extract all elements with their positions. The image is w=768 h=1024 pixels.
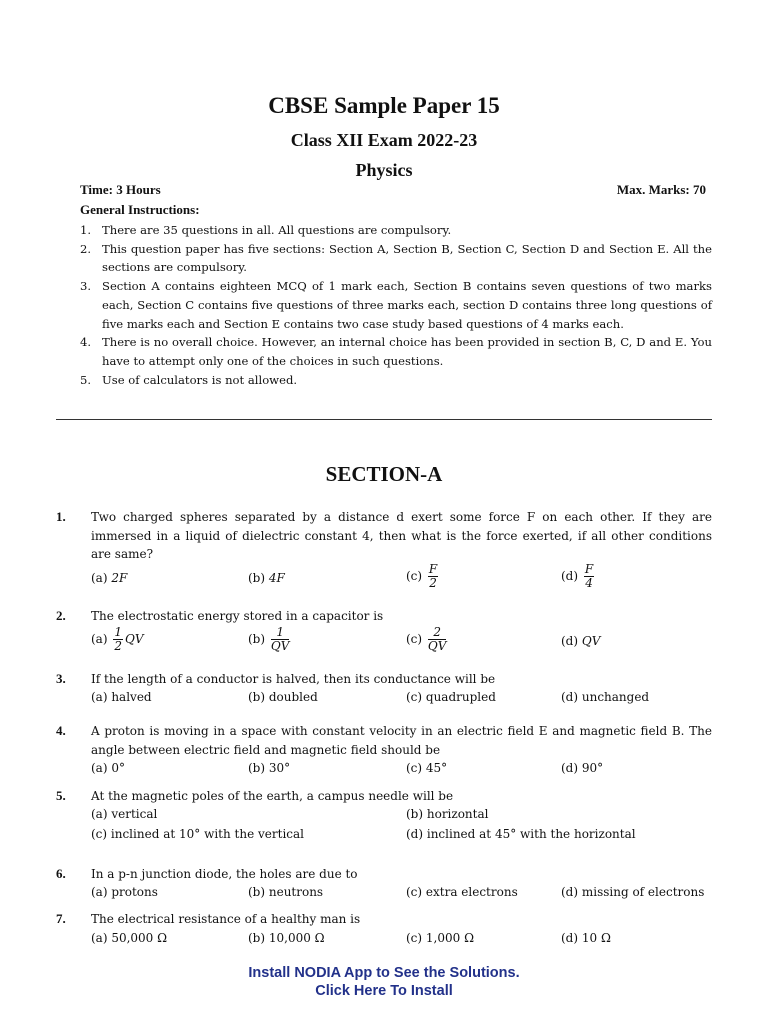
instruction-item: [80, 277, 712, 333]
section-heading: SECTION-A: [325, 462, 443, 486]
fraction-denominator: 2: [114, 639, 122, 653]
instruction-number: 2.: [80, 241, 92, 256]
instruction-text: Use of calculators is not allowed.: [102, 372, 298, 387]
option-label: (d): [561, 569, 579, 583]
option-c: (c) 45°: [406, 761, 448, 775]
subject-title: Physics: [355, 160, 413, 180]
option-b: (b) doubled: [248, 690, 318, 704]
question-number: 3.: [56, 671, 66, 686]
instruction-text: There are 35 questions in all. All questions are compulsory.: [102, 223, 452, 237]
question-text: A proton is moving in a space with constant velocity in an electric field E and magnetic field B. The angle between electric field and magnetic field should be: [91, 724, 712, 757]
option-value: 4F: [268, 571, 285, 585]
option-b: (b) 30°: [248, 761, 291, 775]
instructions-heading: General Instructions:: [80, 202, 200, 217]
fraction-denominator: QV: [270, 639, 290, 653]
instruction-item: [80, 333, 712, 370]
question-7: [56, 910, 712, 950]
question-text: In a p-n junction diode, the holes are due to: [91, 867, 358, 881]
question-number: 1.: [56, 509, 66, 524]
option-c: (c) 1,000 Ω: [406, 931, 475, 945]
option-d: (d) 90°: [561, 761, 604, 775]
footer-line-1[interactable]: Install NODIA App to See the Solutions.: [248, 965, 520, 981]
option-d: [561, 563, 596, 590]
question-text: At the magnetic poles of the earth, a campus needle will be: [91, 789, 454, 803]
question-number: 7.: [56, 911, 66, 926]
option-c: [406, 626, 448, 653]
fraction-denominator: 2: [429, 576, 437, 590]
footer-line-2[interactable]: Click Here To Install: [315, 983, 453, 999]
option-label: (c): [406, 632, 423, 646]
option-b: (b) neutrons: [248, 885, 324, 899]
fraction-numerator: F: [428, 562, 438, 576]
install-app-link[interactable]: [0, 964, 768, 1000]
instruction-item: [80, 371, 712, 390]
option-d: [561, 632, 600, 651]
option-d: (d) missing of electrons: [561, 885, 705, 899]
option-c: (c) extra electrons: [406, 885, 518, 899]
question-number: 4.: [56, 723, 66, 738]
option-label: (a): [91, 571, 108, 585]
option-c: (c) inclined at 10° with the vertical: [91, 827, 304, 841]
question-text: If the length of a conductor is halved, then its conductance will be: [91, 672, 496, 686]
option-c: (c) quadrupled: [406, 690, 496, 704]
question-text: The electrical resistance of a healthy man is: [91, 912, 361, 926]
option-b: (b) 10,000 Ω: [248, 931, 325, 945]
option-value: QV: [125, 632, 144, 646]
question-1: [56, 508, 712, 598]
option-d: (d) 10 Ω: [561, 931, 611, 945]
question-text: Two charged spheres separated by a distance d exert some force F on each other. If they are immersed in a liquid of dielectric constant 4, then what is the force exerted, if all other conditions are same?: [91, 510, 712, 562]
question-number: 5.: [56, 788, 66, 803]
option-d: (d) unchanged: [561, 690, 650, 704]
fraction-numerator: 1: [114, 625, 122, 639]
option-b: (b) horizontal: [406, 807, 489, 821]
divider-line: [56, 419, 712, 420]
option-d: (d) inclined at 45° with the horizontal: [406, 827, 636, 841]
question-2: [56, 607, 712, 661]
instructions-list: [80, 221, 712, 389]
instruction-text: This question paper has five sections: Section A, Section B, Section C, Section D and Section E. All the sections are compulsory.: [102, 241, 712, 275]
instruction-text: There is no overall choice. However, an internal choice has been provided in section B, C, D and E. You have to attempt only one of the choices in such questions.: [102, 335, 712, 368]
option-a: [91, 569, 127, 588]
question-3: [56, 670, 712, 710]
exam-subtitle: Class XII Exam 2022-23: [290, 130, 478, 150]
option-a: (a) vertical: [91, 807, 158, 821]
question-4: [56, 722, 712, 780]
fraction-denominator: QV: [427, 639, 447, 653]
question-text: The electrostatic energy stored in a capacitor is: [91, 609, 384, 623]
max-marks-label: Max. Marks: 70: [616, 182, 706, 197]
fraction-numerator: 2: [428, 626, 447, 640]
option-a: [91, 626, 144, 653]
option-label: (d): [561, 634, 579, 648]
option-a: (a) protons: [91, 885, 158, 899]
fraction-numerator: 1: [271, 626, 290, 640]
option-label: (b): [248, 571, 266, 585]
instruction-item: [80, 221, 712, 240]
option-label: (c): [406, 569, 423, 583]
option-b: [248, 569, 285, 588]
question-6: [56, 865, 712, 905]
option-a: (a) 0°: [91, 761, 125, 775]
fraction-denominator: 4: [585, 576, 593, 590]
question-5: [56, 787, 712, 847]
fraction-numerator: F: [584, 562, 594, 576]
instruction-item: [80, 240, 712, 277]
question-number: 2.: [56, 608, 66, 623]
option-c: [406, 563, 440, 590]
option-value: QV: [581, 634, 601, 648]
instruction-text: Section A contains eighteen MCQ of 1 mark each, Section B contains seven questions of two marks each, Section C contains five questions of three marks each, section D contains three long questions of five marks each and Section E contains two case study based questions of 4 marks each.: [102, 279, 712, 331]
paper-title: CBSE Sample Paper 15: [268, 93, 500, 118]
option-a: (a) halved: [91, 690, 152, 704]
question-number: 6.: [56, 866, 66, 881]
instruction-number: 3.: [80, 279, 92, 294]
option-value: 2F: [111, 571, 128, 585]
time-label: Time: 3 Hours: [80, 182, 161, 197]
option-label: (a): [91, 632, 108, 646]
instruction-number: 1.: [80, 223, 92, 237]
instruction-number: 5.: [80, 372, 92, 387]
option-label: (b): [248, 632, 266, 646]
instruction-number: 4.: [80, 335, 92, 350]
option-a: (a) 50,000 Ω: [91, 931, 168, 945]
option-b: [248, 626, 291, 653]
